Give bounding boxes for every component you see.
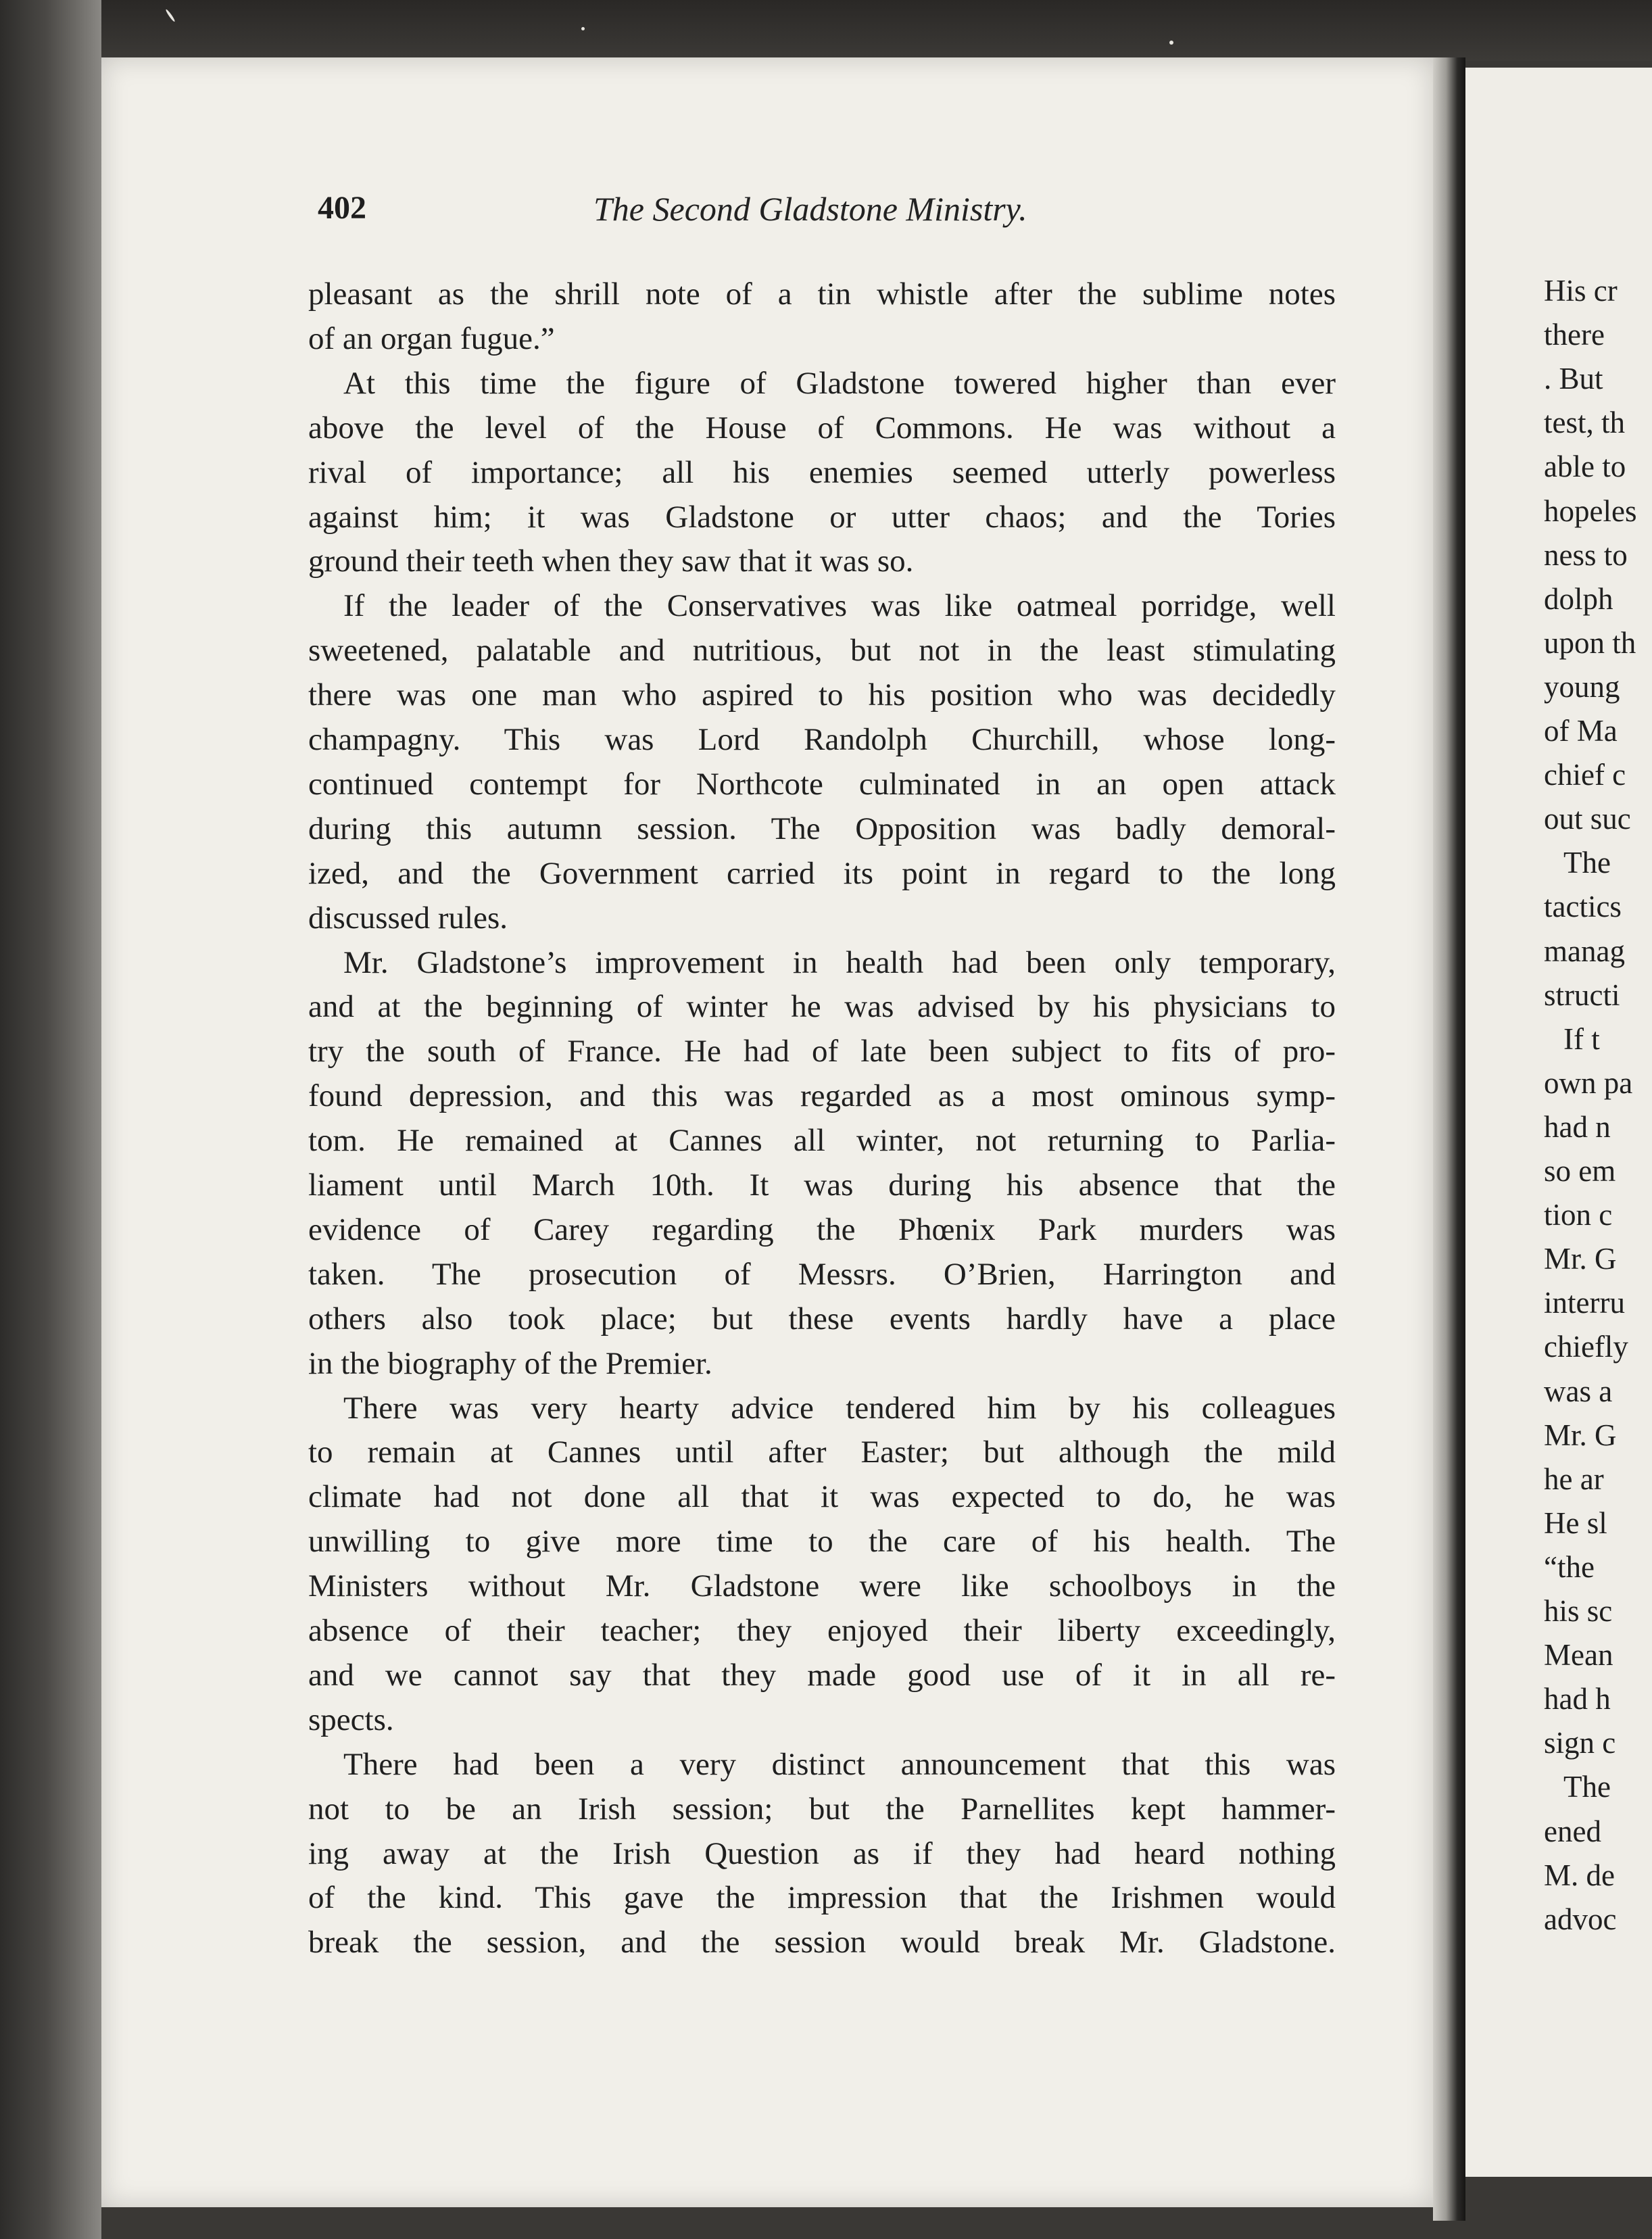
adjacent-page-text-line: young	[1544, 669, 1620, 704]
adjacent-page-text-line: had n	[1544, 1109, 1611, 1144]
book-edge-left	[0, 0, 101, 2239]
text-line: not to be an Irish session; but the Parnellites kept hammer-	[308, 1791, 1336, 1827]
adjacent-page-text-line: chiefly	[1544, 1330, 1628, 1364]
text-line: of the kind. This gave the impression that the Irishmen would	[308, 1880, 1336, 1916]
book-page-right	[1465, 68, 1652, 2177]
text-line: pleasant as the shrill note of a tin whistle after the sublime notes	[308, 276, 1336, 312]
text-line: found depression, and this was regarded as a most ominous symp-	[308, 1078, 1336, 1114]
adjacent-page-text-line: M. de	[1544, 1858, 1615, 1892]
adjacent-page-text-line: Mr. G	[1544, 1418, 1617, 1452]
text-line: climate had not done all that it was expected to do, he was	[308, 1479, 1336, 1515]
film-scratch	[165, 9, 176, 22]
adjacent-page-text-line: chief c	[1544, 758, 1626, 792]
text-line: There had been a very distinct announcement that this was	[343, 1746, 1336, 1782]
text-line: There was very hearty advice tendered him by his colleagues	[343, 1390, 1336, 1426]
adjacent-page-text-line: . But	[1544, 362, 1603, 396]
adjacent-page-text-line: The	[1563, 846, 1611, 880]
adjacent-page-text-line: The	[1563, 1770, 1611, 1804]
adjacent-page-text-line: interru	[1544, 1286, 1625, 1320]
adjacent-page-text-line: structi	[1544, 978, 1620, 1012]
adjacent-page-text-line: ened	[1544, 1814, 1601, 1848]
text-line: taken. The prosecution of Messrs. O’Brien, Harrington and	[308, 1256, 1336, 1292]
film-speck	[581, 27, 585, 30]
adjacent-page-text-line: upon th	[1544, 625, 1636, 660]
adjacent-page-text-line: manag	[1544, 934, 1625, 968]
text-line: rival of importance; all his enemies seemed utterly powerless	[308, 454, 1336, 490]
text-line: to remain at Cannes until after Easter; but although the mild	[308, 1435, 1336, 1470]
book-gutter	[1433, 57, 1465, 2221]
text-line: others also took place; but these events hardly have a place	[308, 1301, 1336, 1337]
running-title: The Second Gladstone Ministry.	[593, 190, 1027, 228]
text-line: At this time the figure of Gladstone towered higher than ever	[343, 365, 1336, 401]
adjacent-page-text-line: advoc	[1544, 1902, 1617, 1936]
adjacent-page-text-line: “the	[1544, 1549, 1595, 1584]
text-line: spects.	[308, 1702, 394, 1737]
text-line: ing away at the Irish Question as if they had heard nothing	[308, 1835, 1336, 1871]
adjacent-page-text-line: hopeles	[1544, 493, 1637, 528]
adjacent-page-text-line: sign c	[1544, 1726, 1616, 1760]
text-line: break the session, and the session would break Mr. Gladstone.	[308, 1925, 1336, 1960]
text-line: Mr. Gladstone’s improvement in health had been only temporary,	[343, 944, 1336, 980]
text-line: ground their teeth when they saw that it was so.	[308, 544, 914, 579]
adjacent-page-text-line: there	[1544, 318, 1605, 352]
adjacent-page-text-line: had h	[1544, 1682, 1611, 1716]
text-line: unwilling to give more time to the care of his health. The	[308, 1524, 1336, 1560]
adjacent-page-text-line: Mr. G	[1544, 1242, 1617, 1276]
page-number: 402	[318, 190, 366, 226]
adjacent-page-text-line: so em	[1544, 1154, 1616, 1188]
text-line: of an organ fugue.”	[308, 320, 555, 356]
film-speck	[1169, 41, 1173, 45]
adjacent-page-text-line: own pa	[1544, 1065, 1633, 1100]
text-line: there was one man who aspired to his position who was decidedly	[308, 677, 1336, 713]
adjacent-page-text-line: tactics	[1544, 890, 1622, 924]
adjacent-page-text-line: If t	[1563, 1021, 1600, 1056]
adjacent-page-text-line: was a	[1544, 1374, 1613, 1408]
adjacent-page-text-line: He sl	[1544, 1506, 1607, 1540]
text-line: and at the beginning of winter he was advised by his physicians to	[308, 989, 1336, 1025]
adjacent-page-text-line: of Ma	[1544, 714, 1618, 748]
text-line: liament until March 10th. It was during his absence that the	[308, 1167, 1336, 1203]
text-line: try the south of France. He had of late been subject to fits of pro-	[308, 1034, 1336, 1069]
adjacent-page-text-line: His cr	[1544, 274, 1618, 308]
adjacent-page-text-line: dolph	[1544, 581, 1613, 616]
text-line: discussed rules.	[308, 900, 508, 936]
text-line: in the biography of the Premier.	[308, 1345, 712, 1381]
text-line: absence of their teacher; they enjoyed their liberty exceedingly,	[308, 1613, 1336, 1648]
text-line: continued contempt for Northcote culminated in an open attack	[308, 766, 1336, 802]
text-line: Ministers without Mr. Gladstone were like schoolboys in the	[308, 1568, 1336, 1604]
adjacent-page-text-line: Mean	[1544, 1638, 1613, 1672]
text-line: If the leader of the Conservatives was like oatmeal porridge, well	[343, 588, 1336, 624]
text-line: tom. He remained at Cannes all winter, not returning to Parlia-	[308, 1123, 1336, 1159]
adjacent-page-text-line: his sc	[1544, 1594, 1613, 1628]
adjacent-page-text-line: out suc	[1544, 802, 1631, 836]
text-line: during this autumn session. The Opposition was badly demoral-	[308, 811, 1336, 846]
adjacent-page-text-line: tion c	[1544, 1198, 1613, 1232]
text-line: champagny. This was Lord Randolph Churchill, whose long-	[308, 722, 1336, 757]
adjacent-page-text-line: he ar	[1544, 1462, 1604, 1496]
microfilm-border-top	[0, 0, 1652, 61]
adjacent-page-text-line: test, th	[1544, 406, 1625, 440]
text-line: evidence of Carey regarding the Phœnix Park murders was	[308, 1211, 1336, 1247]
adjacent-page-text-line: ness to	[1544, 537, 1628, 572]
text-line: above the level of the House of Commons. He was without a	[308, 410, 1336, 446]
running-head	[318, 189, 1345, 243]
text-line: ized, and the Government carried its point in regard to the long	[308, 855, 1336, 891]
text-line: sweetened, palatable and nutritious, but not in the least stimulating	[308, 633, 1336, 669]
text-line: against him; it was Gladstone or utter chaos; and the Tories	[308, 499, 1336, 535]
adjacent-page-text-line: able to	[1544, 450, 1626, 484]
text-line: and we cannot say that they made good use of it in all re-	[308, 1657, 1336, 1693]
